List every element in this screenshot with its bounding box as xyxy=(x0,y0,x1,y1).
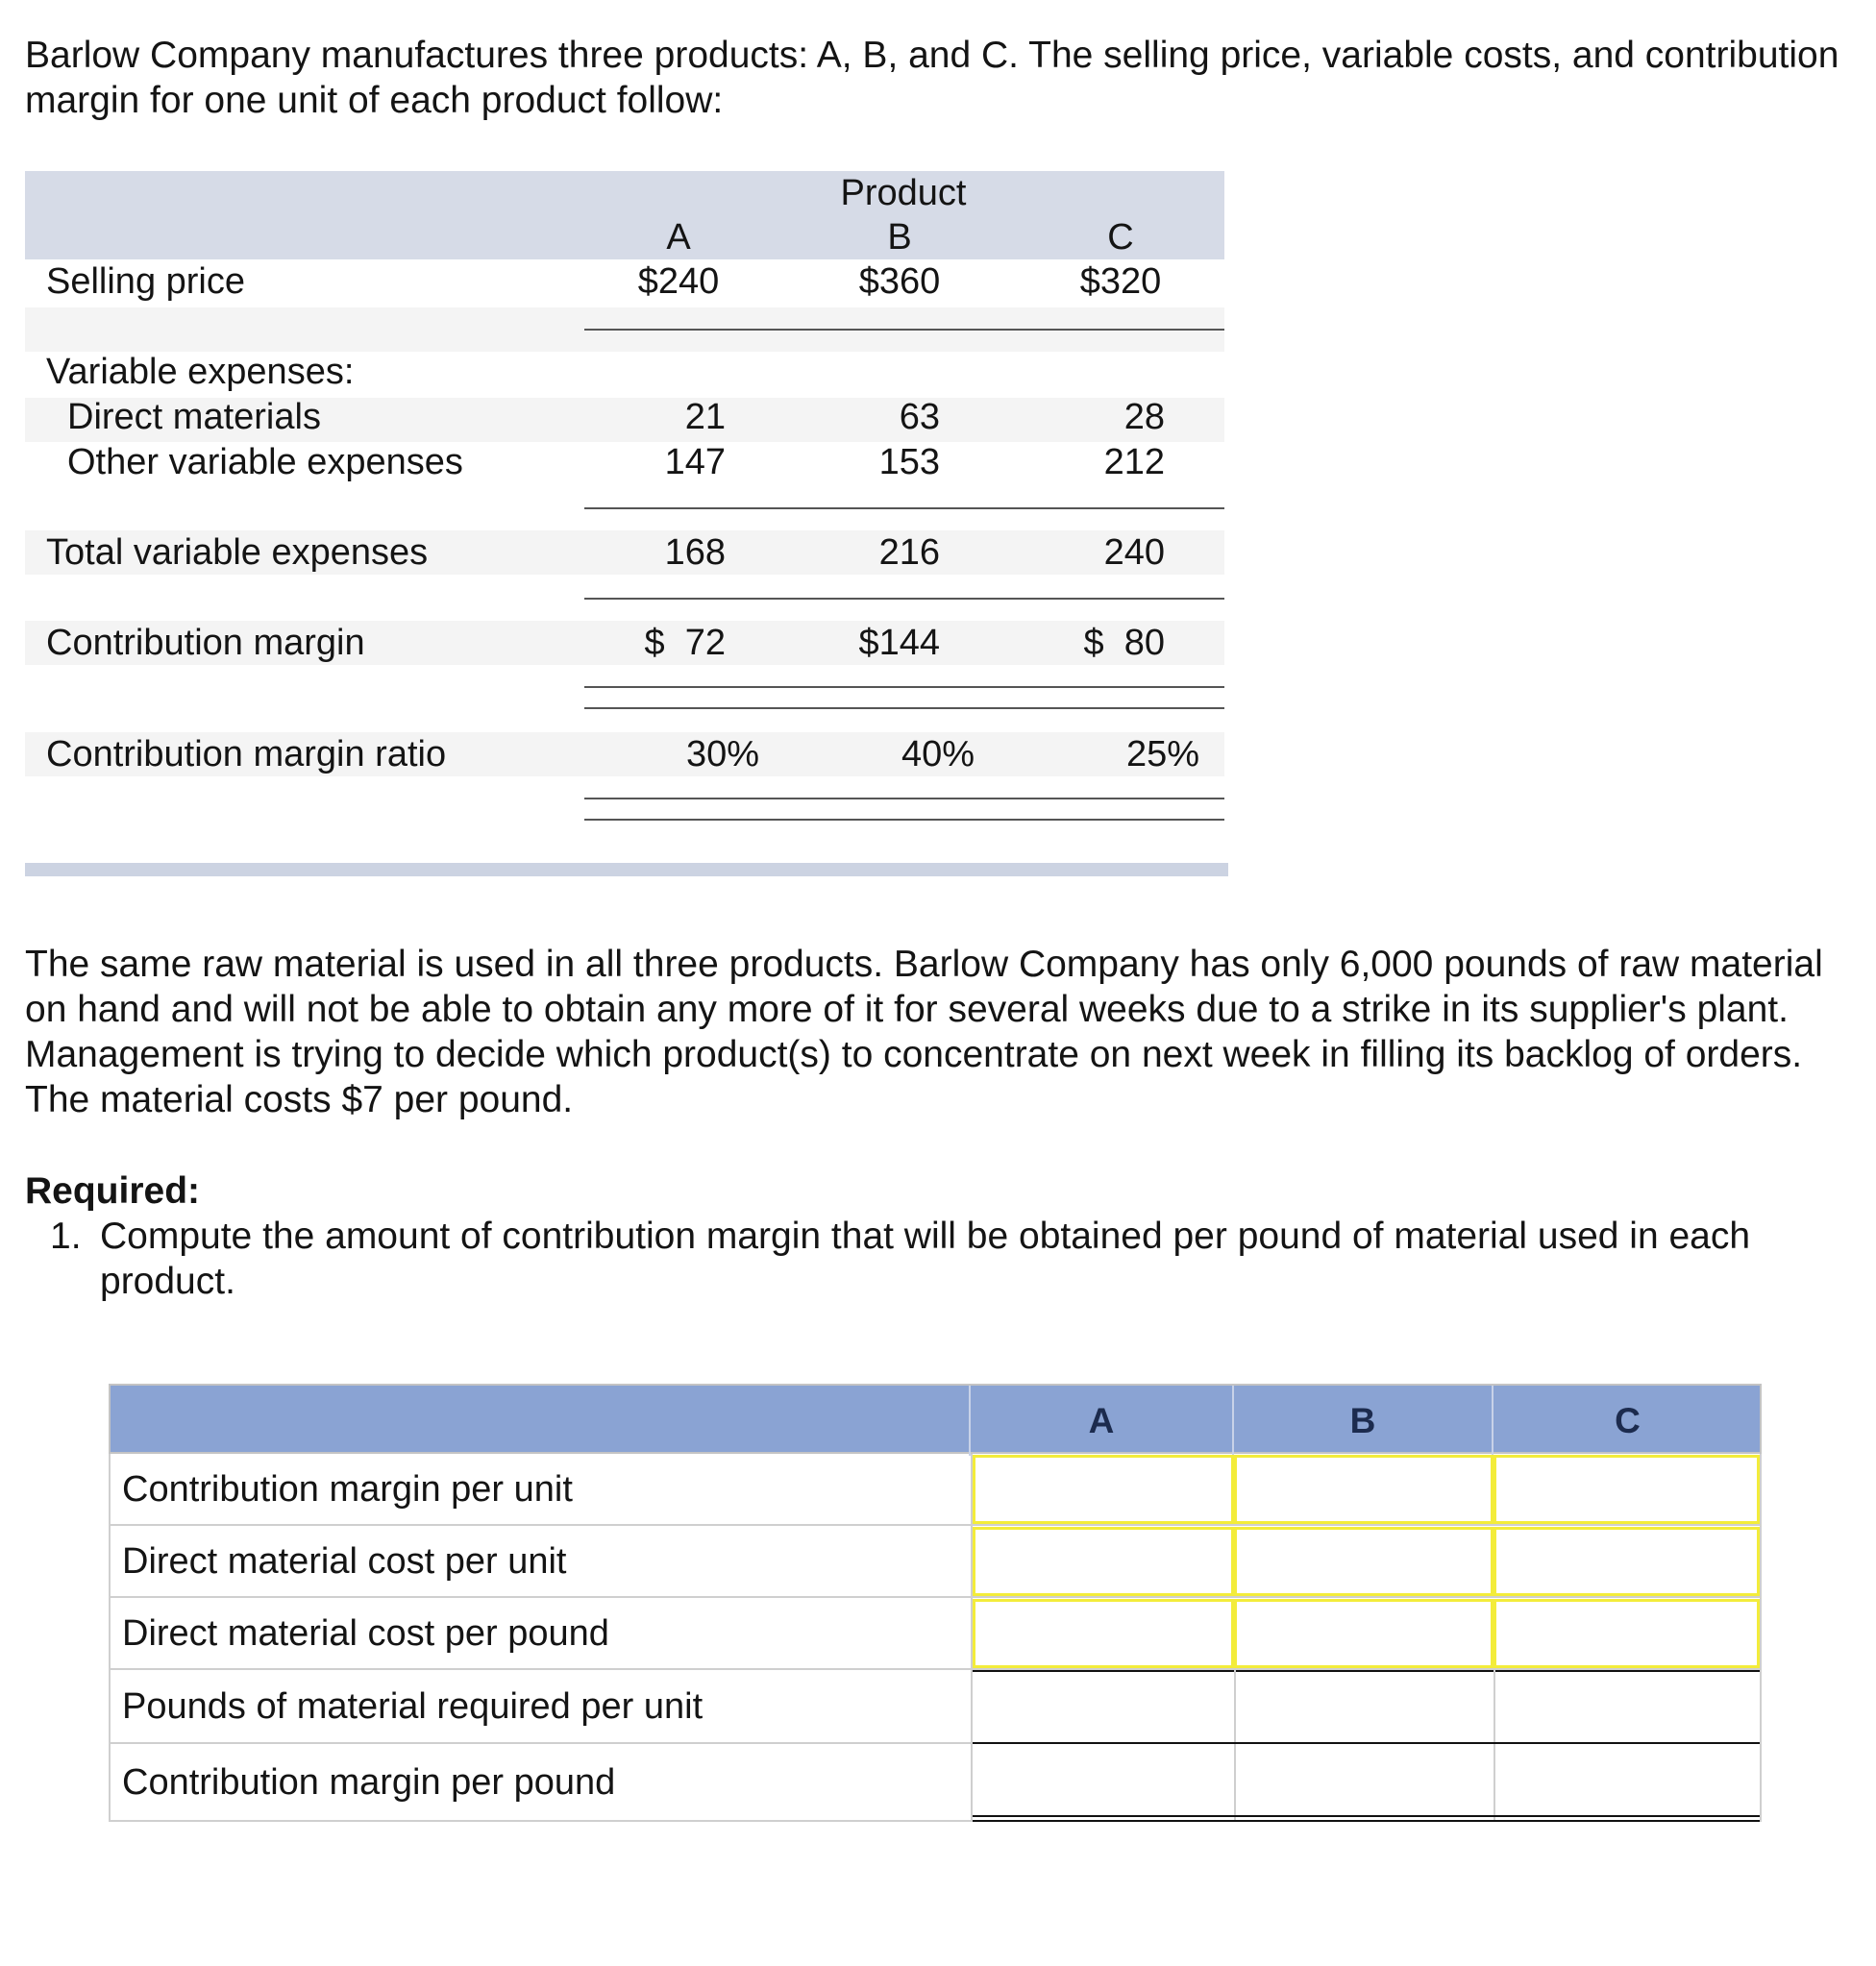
underline-rule xyxy=(584,598,1224,600)
dm-cost-per-pound-input-a[interactable] xyxy=(973,1599,1234,1668)
cm-per-unit-input-c[interactable] xyxy=(1493,1455,1760,1524)
contribution-margin-c: $ 80 xyxy=(1083,623,1165,663)
double-underline-rule xyxy=(584,819,1224,821)
column-header-b: B xyxy=(887,217,912,258)
answer-row xyxy=(109,1598,1762,1670)
answer-column-c: C xyxy=(1615,1401,1641,1440)
total-variable-a: 168 xyxy=(664,532,726,573)
answer-row xyxy=(109,1744,1762,1822)
answer-row xyxy=(109,1670,1762,1744)
total-variable-c: 240 xyxy=(1103,532,1165,573)
double-underline-rule xyxy=(584,798,1224,799)
cm-ratio-c: 25% xyxy=(1125,734,1199,774)
dm-cost-per-unit-input-b[interactable] xyxy=(1234,1527,1493,1596)
dm-cost-per-pound-input-c[interactable] xyxy=(1493,1599,1760,1668)
pounds-per-unit-input-c[interactable] xyxy=(1493,1670,1760,1744)
underline-rule xyxy=(584,329,1224,331)
double-underline-rule xyxy=(584,707,1224,709)
direct-materials-c: 28 xyxy=(1123,397,1165,437)
required-item-number: 1. xyxy=(50,1216,82,1257)
answer-column-b: B xyxy=(1349,1401,1376,1440)
answer-column-a: A xyxy=(1088,1401,1115,1440)
row-label-cm-ratio: Contribution margin ratio xyxy=(46,734,447,774)
cm-per-pound-input-a[interactable] xyxy=(973,1744,1234,1820)
other-variable-a: 147 xyxy=(664,442,726,482)
cm-ratio-b: 40% xyxy=(901,734,975,774)
row-label-selling-price: Selling price xyxy=(46,261,245,302)
contribution-margin-b: $144 xyxy=(858,623,940,663)
dm-cost-per-unit-input-c[interactable] xyxy=(1493,1527,1760,1596)
cm-per-unit-input-b[interactable] xyxy=(1234,1455,1493,1524)
direct-materials-b: 63 xyxy=(899,397,940,437)
selling-price-c: $320 xyxy=(1079,261,1162,302)
row-label-direct-materials: Direct materials xyxy=(67,397,321,437)
underline-rule xyxy=(584,507,1224,509)
other-variable-c: 212 xyxy=(1103,442,1165,482)
required-item-text: Compute the amount of contribution margin that will be obtained per pound of material used in each product. xyxy=(100,1216,1751,1302)
double-underline-rule xyxy=(584,686,1224,688)
answer-row-label: Contribution margin per pound xyxy=(122,1762,616,1803)
cm-per-pound-input-b[interactable] xyxy=(1234,1744,1493,1820)
pounds-per-unit-input-b[interactable] xyxy=(1234,1670,1493,1744)
cm-per-unit-input-a[interactable] xyxy=(973,1455,1234,1524)
scenario-text: The same raw material is used in all three products. Barlow Company has only 6,000 pounds of raw material on hand and will not be able to obtain any more of it for several weeks due to a strike in its supplier's plant. Management is trying to decide which product(s) to concentrate on next week in filling its backlog of orders. The material costs $7 per pound. xyxy=(25,944,1823,1120)
product-data-table xyxy=(0,0,1876,961)
answer-grid-header xyxy=(109,1384,1762,1454)
column-header-a: A xyxy=(666,217,691,258)
cm-ratio-a: 30% xyxy=(685,734,759,774)
row-label-contribution-margin: Contribution margin xyxy=(46,623,365,663)
answer-row-label: Direct material cost per unit xyxy=(122,1541,567,1582)
answer-row-label: Direct material cost per pound xyxy=(122,1613,609,1654)
product-group-header: Product xyxy=(840,173,967,213)
selling-price-a: $240 xyxy=(637,261,720,302)
column-header-c: C xyxy=(1107,217,1134,258)
table-bottom-bar xyxy=(25,863,1228,876)
intro-text: Barlow Company manufactures three products: A, B, and C. The selling price, variable costs, and contribution margin for one unit of each product follow: xyxy=(25,35,1839,121)
other-variable-b: 153 xyxy=(878,442,940,482)
row-label-total-variable: Total variable expenses xyxy=(46,532,429,573)
total-variable-b: 216 xyxy=(878,532,940,573)
direct-materials-a: 21 xyxy=(684,397,726,437)
required-heading: Required: xyxy=(25,1170,201,1212)
double-total-rule xyxy=(973,1820,1760,1822)
answer-row xyxy=(109,1526,1762,1598)
dm-cost-per-unit-input-a[interactable] xyxy=(973,1527,1234,1596)
double-total-rule xyxy=(973,1815,1760,1817)
answer-row-label: Contribution margin per unit xyxy=(122,1469,573,1510)
cm-per-pound-input-c[interactable] xyxy=(1493,1744,1760,1820)
answer-row-label: Pounds of material required per unit xyxy=(122,1686,704,1727)
pounds-per-unit-input-a[interactable] xyxy=(973,1670,1234,1744)
contribution-margin-a: $ 72 xyxy=(644,623,726,663)
row-label-other-variable: Other variable expenses xyxy=(67,442,463,482)
row-label-variable-expenses: Variable expenses: xyxy=(46,352,355,392)
answer-row xyxy=(109,1454,1762,1526)
selling-price-b: $360 xyxy=(858,261,941,302)
dm-cost-per-pound-input-b[interactable] xyxy=(1234,1599,1493,1668)
